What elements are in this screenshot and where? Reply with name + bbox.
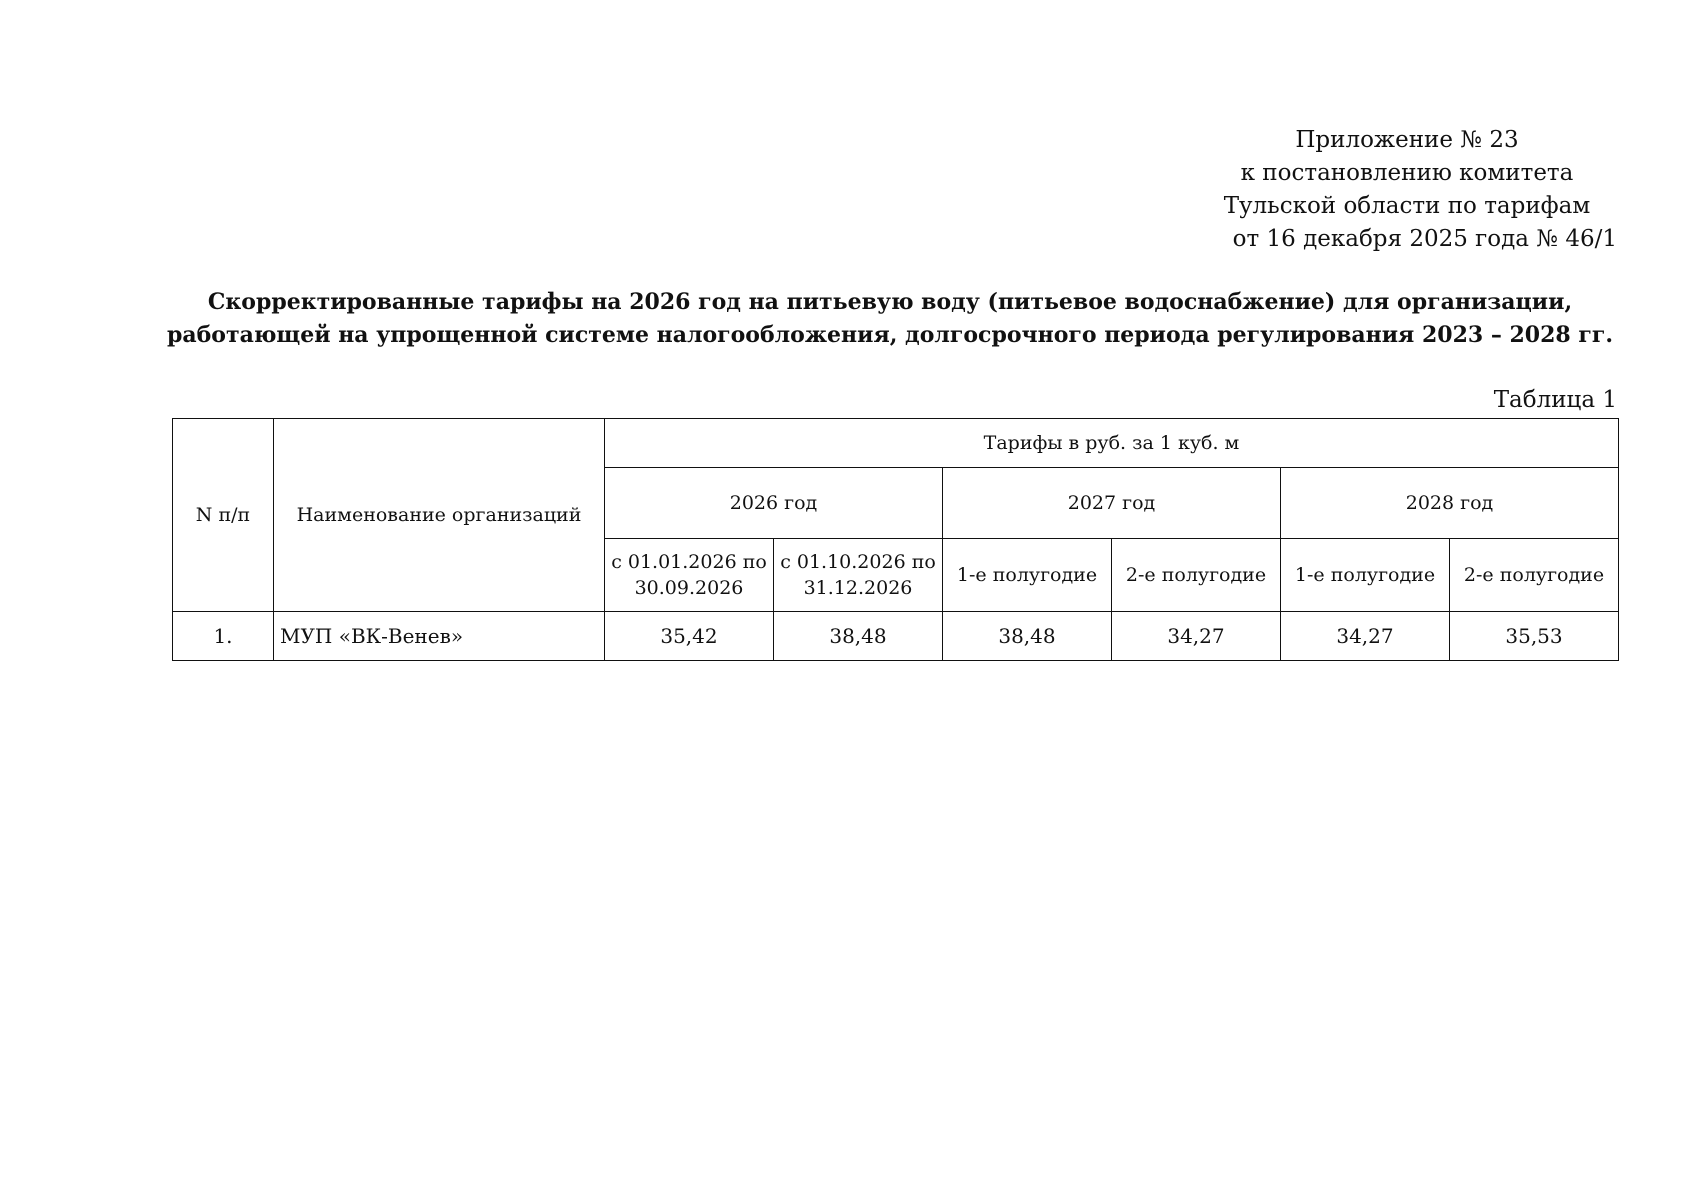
appendix-number: Приложение № 23	[1295, 127, 1519, 153]
header-period-2027-2: 2-е полугодие	[1112, 539, 1281, 612]
row-value-2027-2: 34,27	[1112, 612, 1281, 661]
appendix-resolution: к постановлению комитета	[1240, 160, 1574, 186]
header-organization: Наименование организаций	[274, 419, 605, 612]
tariffs-table	[172, 418, 1619, 661]
document-title	[150, 286, 1630, 352]
header-period-2026-1: с 01.01.2026 по 30.09.2026	[605, 539, 774, 612]
row-organization: МУП «ВК-Венев»	[274, 612, 605, 661]
header-period-2028-1: 1-е полугодие	[1281, 539, 1450, 612]
row-value-2027-1: 38,48	[943, 612, 1112, 661]
table-caption: Таблица 1	[1493, 387, 1617, 413]
document-title-line-2: работающей на упрощенной системе налогообложения, долгосрочного периода регулирования 2023 – 2028 гг.	[166, 322, 1614, 348]
header-year-2027: 2027 год	[943, 468, 1281, 539]
header-period-2028-2: 2-е полугодие	[1450, 539, 1619, 612]
row-value-2028-2: 35,53	[1450, 612, 1619, 661]
appendix-header	[1197, 124, 1617, 256]
header-number: N п/п	[173, 419, 274, 612]
row-value-2026-2: 38,48	[774, 612, 943, 661]
appendix-date: от 16 декабря 2025 года № 46/1	[1232, 226, 1617, 252]
document-title-line-1: Скорректированные тарифы на 2026 год на питьевую воду (питьевое водоснабжение) для организации,	[207, 289, 1573, 315]
appendix-committee: Тульской области по тарифам	[1223, 193, 1591, 219]
row-number: 1.	[173, 612, 274, 661]
header-year-2028: 2028 год	[1281, 468, 1619, 539]
row-value-2026-1: 35,42	[605, 612, 774, 661]
row-value-2028-1: 34,27	[1281, 612, 1450, 661]
header-period-2027-1: 1-е полугодие	[943, 539, 1112, 612]
table-row	[173, 612, 1619, 661]
header-period-2026-2: с 01.10.2026 по 31.12.2026	[774, 539, 943, 612]
header-tariffs: Тарифы в руб. за 1 куб. м	[605, 419, 1619, 468]
header-year-2026: 2026 год	[605, 468, 943, 539]
